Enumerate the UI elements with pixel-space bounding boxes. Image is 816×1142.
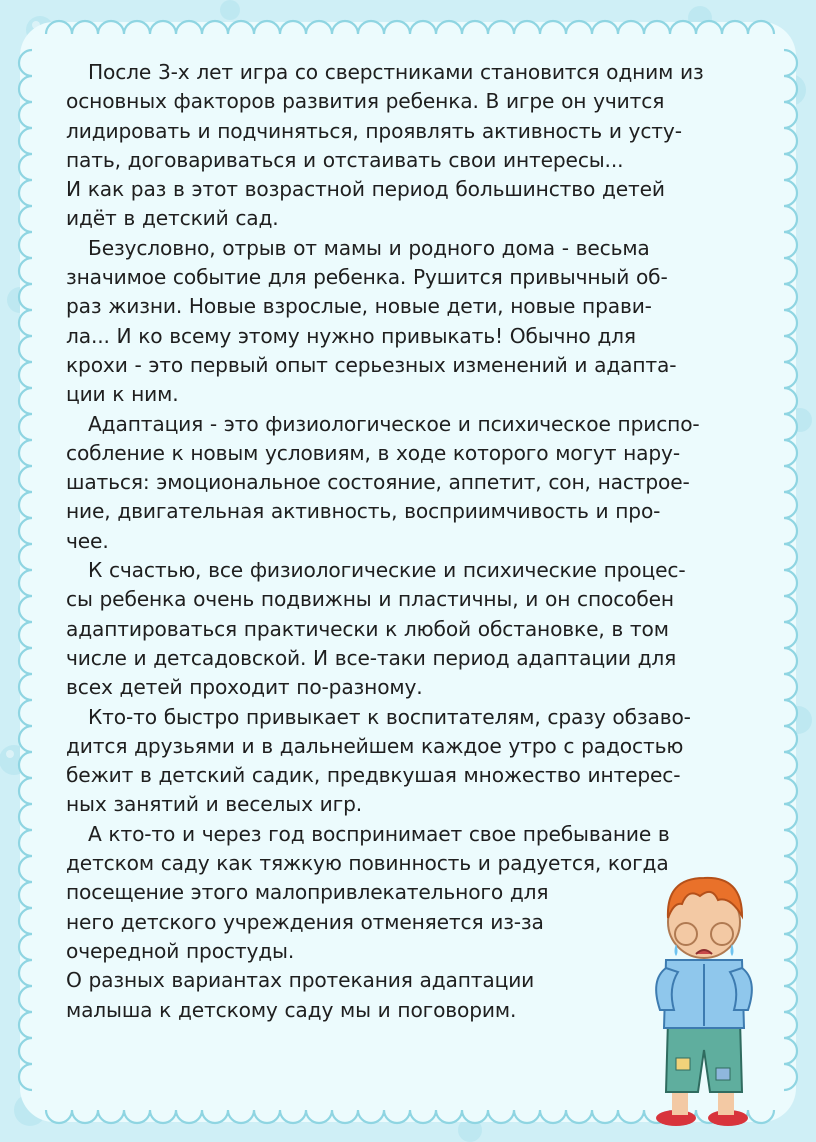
text-line: очередной простуды. [66,938,295,963]
text-line: посещение этого малопривлекательного для [66,880,549,905]
text-line: шаться: эмоциональное состояние, аппетит, сон, настрое- [66,470,690,495]
text-line: дится друзьями и в дальнейшем каждое утро с радостью [66,733,684,758]
text-line: числе и детсадовской. И все-таки период адаптации для [66,645,677,670]
text-line: ции к ним. [66,382,179,407]
text-line: ных занятий и веселых игр. [66,792,363,817]
text-line: ние, двигательная активность, восприимчивость и про- [66,499,661,524]
text-line: раз жизни. Новые взрослые, новые дети, новые прави- [66,294,652,319]
text-line: сы ребенка очень подвижны и пластичны, и он способен [66,587,674,612]
text-line: лидировать и подчиняться, проявлять активность и усту- [66,118,682,143]
text-line: А кто-то и через год воспринимает свое пребывание в [88,821,670,846]
text-line: крохи - это первый опыт серьезных изменений и адапта- [66,352,677,377]
text-line: него детского учреждения отменяется из-за [66,909,544,934]
text-line: детском саду как тяжкую повинность и радуется, когда [66,851,669,876]
text-line: Кто-то быстро привыкает к воспитателям, сразу обзаво- [88,704,691,729]
text-line: собление к новым условиям, в ходе которого могут нару- [66,440,680,465]
text-line: Адаптация - это физиологическое и психическое приспо- [88,411,700,436]
text-line: бежит в детский садик, предвкушая множество интерес- [66,763,681,788]
text-line: значимое событие для ребенка. Рушится привычный об- [66,265,668,290]
text-line: пать, договариваться и отстаивать свои интересы... [66,147,624,172]
text-line: адаптироваться практически к любой обстановке, в том [66,616,669,641]
text-line: ла... И ко всему этому нужно привыкать! Обычно для [66,323,636,348]
text-line: Безусловно, отрыв от мамы и родного дома - весьма [88,235,650,260]
text-line: О разных вариантах протекания адаптации [66,968,535,993]
text-line: всех детей проходит по-разному. [66,675,423,700]
text-line: После 3-х лет игра со сверстниками становится одним из [88,60,704,84]
crying-boy-illustration [644,860,764,1128]
text-line: И как раз в этот возрастной период большинство детей [66,177,665,202]
text-line: К счастью, все физиологические и психические процес- [88,558,686,583]
text-line: идёт в детский сад. [66,206,279,231]
text-line: чее. [66,528,109,553]
text-line: малыша к детскому саду мы и поговорим. [66,997,517,1022]
text-line: основных факторов развития ребенка. В игре он учится [66,89,665,114]
